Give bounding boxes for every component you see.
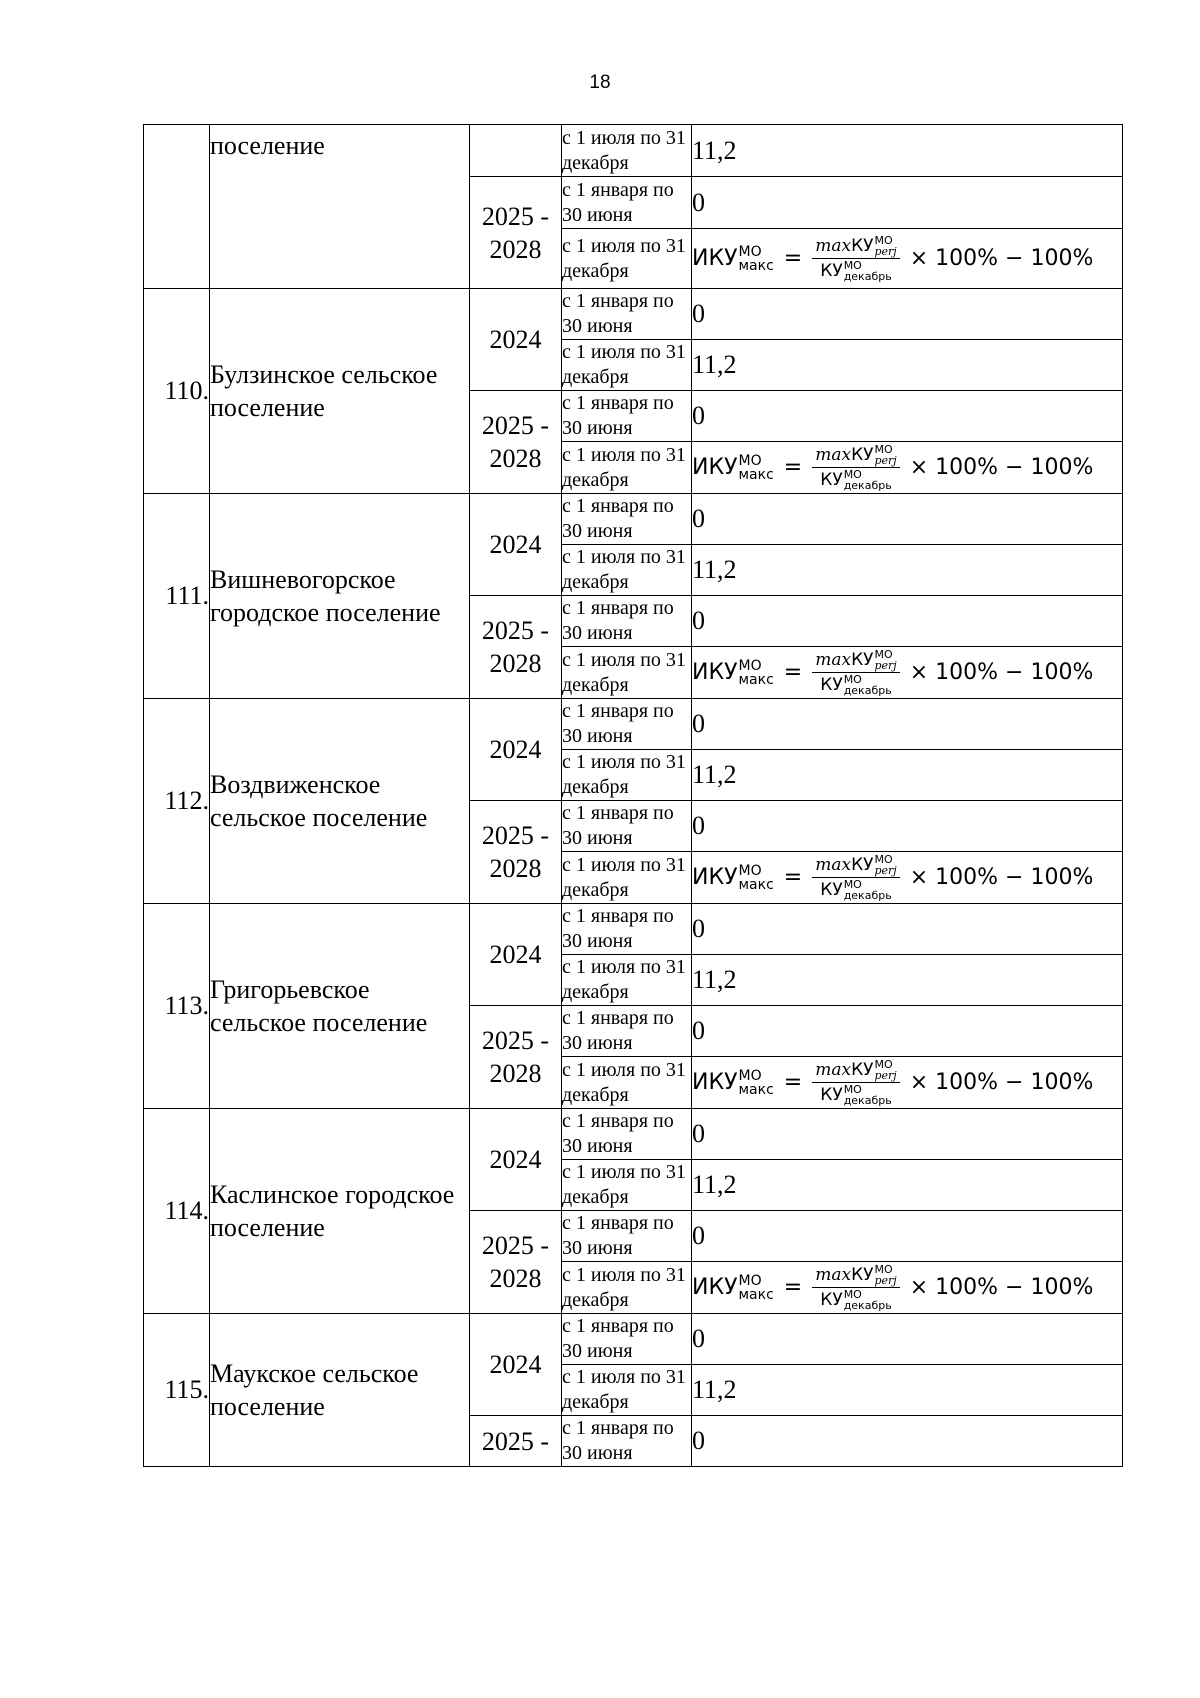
period-cell: с 1 июля по 31 декабря [562,1365,692,1416]
max-index-formula [692,444,1122,491]
value-cell: 0 [692,1416,1123,1467]
formula-fraction: max КУ МО perj КУ МО декабрь [812,854,900,901]
max-index-formula [692,1059,1122,1106]
value-cell: 0 [692,289,1123,340]
table-row [144,1109,1123,1160]
formula-tail: × 100% − 100% [909,865,1094,890]
formula-equals: = [783,455,803,480]
value-cell: 11,2 [692,545,1123,596]
tariff-table [143,124,1123,1467]
formula-cell [692,1057,1123,1109]
municipality-name: Каслинское городское поселение [210,1109,470,1314]
year-cell: 2024 [470,1109,562,1211]
formula-cell [692,852,1123,904]
period-cell: с 1 июля по 31 декабря [562,852,692,904]
municipality-name: Маукское сельское поселение [210,1314,470,1467]
municipality-name: Воздвиженское сельское поселение [210,699,470,904]
formula-lhs: ИКУ МО макс [692,657,774,688]
year-cell: 2024 [470,904,562,1006]
formula-equals: = [783,865,803,890]
formula-lhs: ИКУ МО макс [692,1067,774,1098]
page-number: 18 [589,72,611,93]
year-cell: 2024 [470,699,562,801]
formula-fraction: max КУ МО perj КУ МО декабрь [812,444,900,491]
period-cell: с 1 января по 30 июня [562,1211,692,1262]
period-cell: с 1 июля по 31 декабря [562,1262,692,1314]
formula-fraction: max КУ МО perj КУ МО декабрь [812,1264,900,1311]
formula-fraction: max КУ МО perj КУ МО декабрь [812,649,900,696]
value-cell: 11,2 [692,750,1123,801]
period-cell: с 1 июля по 31 декабря [562,229,692,289]
period-cell: с 1 января по 30 июня [562,1314,692,1365]
table-row [144,904,1123,955]
table-row [144,494,1123,545]
formula-lhs: ИКУ МО макс [692,1272,774,1303]
period-cell: с 1 января по 30 июня [562,596,692,647]
year-cell: 2024 [470,289,562,391]
formula-equals: = [783,660,803,685]
value-cell: 0 [692,1211,1123,1262]
period-cell: с 1 июля по 31 декабря [562,647,692,699]
row-number: 115. [144,1314,210,1467]
value-cell: 0 [692,494,1123,545]
value-cell: 0 [692,596,1123,647]
period-cell: с 1 января по 30 июня [562,391,692,442]
formula-cell [692,229,1123,289]
value-cell: 0 [692,1314,1123,1365]
formula-tail: × 100% − 100% [909,455,1094,480]
period-cell: с 1 января по 30 июня [562,494,692,545]
period-cell: с 1 января по 30 июня [562,289,692,340]
value-cell: 0 [692,391,1123,442]
year-cell: 2025 - [470,1416,562,1467]
table-row [144,1314,1123,1365]
year-cell: 2025 - 2028 [470,801,562,904]
year-cell: 2025 - 2028 [470,391,562,494]
max-index-formula [692,854,1122,901]
formula-tail: × 100% − 100% [909,246,1094,271]
municipality-name: Вишневогорское городское поселение [210,494,470,699]
period-cell: с 1 июля по 31 декабря [562,1057,692,1109]
formula-equals: = [783,1275,803,1300]
year-cell: 2025 - 2028 [470,1211,562,1314]
year-cell [470,125,562,177]
formula-cell [692,647,1123,699]
row-number: 114. [144,1109,210,1314]
year-cell: 2025 - 2028 [470,177,562,289]
municipality-name: Григорьевское сельское поселение [210,904,470,1109]
period-cell: с 1 июля по 31 декабря [562,1160,692,1211]
period-cell: с 1 января по 30 июня [562,177,692,229]
year-cell: 2025 - 2028 [470,1006,562,1109]
value-cell: 0 [692,801,1123,852]
year-cell: 2025 - 2028 [470,596,562,699]
value-cell: 0 [692,1006,1123,1057]
row-number: 111. [144,494,210,699]
formula-cell [692,1262,1123,1314]
formula-cell [692,442,1123,494]
formula-fraction: max КУ МО perj КУ МО декабрь [812,1059,900,1106]
value-cell: 0 [692,699,1123,750]
period-cell: с 1 января по 30 июня [562,1416,692,1467]
period-cell: с 1 января по 30 июня [562,699,692,750]
period-cell: с 1 июля по 31 декабря [562,125,692,177]
table-row [144,125,1123,177]
max-index-formula [692,1264,1122,1311]
formula-equals: = [783,246,803,271]
value-cell: 11,2 [692,1160,1123,1211]
year-cell: 2024 [470,1314,562,1416]
table-row [144,289,1123,340]
value-cell: 0 [692,177,1123,229]
period-cell: с 1 января по 30 июня [562,1109,692,1160]
table-row [144,699,1123,750]
formula-tail: × 100% − 100% [909,1070,1094,1095]
year-cell: 2024 [470,494,562,596]
period-cell: с 1 июля по 31 декабря [562,545,692,596]
value-cell: 11,2 [692,955,1123,1006]
value-cell: 11,2 [692,125,1123,177]
period-cell: с 1 июля по 31 декабря [562,340,692,391]
formula-lhs: ИКУ МО макс [692,243,774,274]
formula-lhs: ИКУ МО макс [692,452,774,483]
period-cell: с 1 января по 30 июня [562,1006,692,1057]
formula-fraction: max КУ МО perj КУ МО декабрь [812,235,900,282]
municipality-name: поселение [210,125,470,289]
period-cell: с 1 июля по 31 декабря [562,955,692,1006]
max-index-formula [692,649,1122,696]
period-cell: с 1 января по 30 июня [562,801,692,852]
formula-lhs: ИКУ МО макс [692,862,774,893]
formula-tail: × 100% − 100% [909,1275,1094,1300]
max-index-formula [692,235,1122,282]
period-cell: с 1 января по 30 июня [562,904,692,955]
formula-tail: × 100% − 100% [909,660,1094,685]
formula-equals: = [783,1070,803,1095]
row-number-cell [144,125,210,289]
value-cell: 11,2 [692,1365,1123,1416]
value-cell: 0 [692,904,1123,955]
row-number: 113. [144,904,210,1109]
value-cell: 0 [692,1109,1123,1160]
period-cell: с 1 июля по 31 декабря [562,750,692,801]
value-cell: 11,2 [692,340,1123,391]
row-number: 112. [144,699,210,904]
row-number: 110. [144,289,210,494]
municipality-name: Булзинское сельское поселение [210,289,470,494]
period-cell: с 1 июля по 31 декабря [562,442,692,494]
